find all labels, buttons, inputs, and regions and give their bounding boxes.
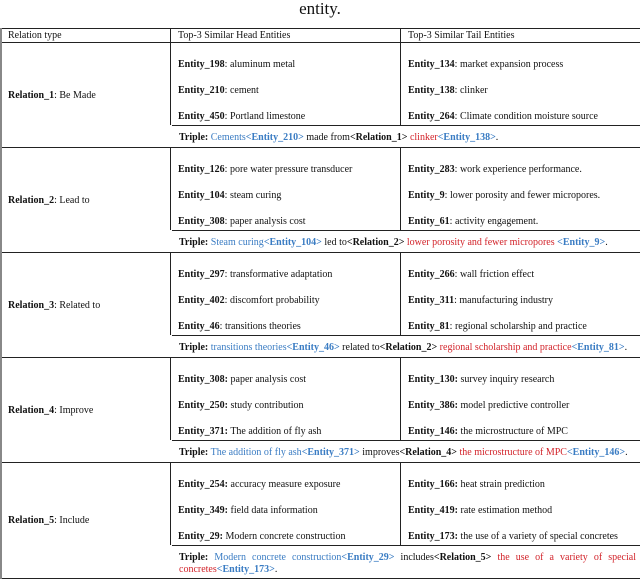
- entity-id: Entity_61: [408, 216, 450, 227]
- triple-end: .: [495, 132, 499, 143]
- divider: [400, 43, 401, 125]
- triple-tail-id: <Entity_9>: [557, 237, 606, 248]
- entity-text: : steam curing: [224, 190, 282, 201]
- head-entity-item: [178, 59, 295, 70]
- entity-text: : work experience performance.: [454, 164, 582, 175]
- head-entity-item: [178, 85, 259, 96]
- triple-head-id: <Entity_29>: [341, 552, 395, 563]
- entity-text: : discomfort probability: [224, 295, 320, 306]
- divider: [170, 43, 171, 125]
- tail-entity-item: [408, 59, 563, 70]
- triple-relation: <Relation_4>: [399, 447, 457, 458]
- triple-head-id: <Entity_210>: [245, 132, 304, 143]
- relation-id: Relation_3: [8, 299, 55, 311]
- entity-id: Entity_146:: [408, 426, 458, 437]
- entity-text: The addition of fly ash: [228, 426, 322, 437]
- triple-tail-text: the use of a variety of special concretes: [179, 552, 636, 575]
- entity-id: Entity_173:: [408, 531, 458, 542]
- entity-text: : market expansion process: [454, 59, 564, 70]
- divider: [400, 148, 401, 230]
- header-relation-type: Relation type: [8, 30, 62, 41]
- entity-text: survey inquiry research: [458, 374, 555, 385]
- relation-label: [8, 463, 89, 578]
- tail-entity-item: [408, 164, 582, 175]
- entity-text: Modern concrete construction: [223, 531, 346, 542]
- head-entity-item: [178, 400, 304, 411]
- triple-label: Triple:: [179, 237, 209, 248]
- triple-head-text: Modern concrete construction: [214, 552, 342, 563]
- triple-verb: improves: [359, 447, 400, 458]
- caption-tail: entity.: [299, 0, 341, 18]
- head-entity-item: [178, 531, 345, 542]
- entity-text: : paper analysis cost: [224, 216, 306, 227]
- divider: [400, 358, 401, 440]
- triple-tail-text: lower porosity and fewer micropores: [404, 237, 558, 248]
- entity-id: Entity_283: [408, 164, 455, 175]
- entity-text: : Portland limestone: [224, 111, 306, 122]
- entity-id: Entity_134: [408, 59, 455, 70]
- head-entity-item: [178, 479, 340, 490]
- triple-verb: includes: [394, 552, 434, 563]
- triple-text: [179, 237, 636, 249]
- tail-entity-item: [408, 505, 552, 516]
- tail-entity-item: [408, 374, 554, 385]
- relation-group: [2, 358, 640, 463]
- triple-tail-id: <Entity_138>: [437, 132, 496, 143]
- entity-id: Entity_250:: [178, 400, 228, 411]
- triple-head-id: <Entity_104>: [263, 237, 322, 248]
- entity-id: Entity_138: [408, 85, 455, 96]
- relation-label: [8, 43, 96, 147]
- triple-label: Triple:: [179, 552, 209, 563]
- divider: [400, 463, 401, 545]
- relation-id: Relation_5: [8, 515, 55, 526]
- header-head-entities: Top-3 Similar Head Entities: [178, 30, 291, 41]
- triple-label: Triple:: [179, 342, 209, 353]
- triple-tail-id: <Entity_173>: [216, 564, 275, 575]
- entity-id: Entity_29:: [178, 531, 223, 542]
- entity-text: : lower porosity and fewer micropores.: [444, 190, 601, 201]
- entity-id: Entity_198: [178, 59, 225, 70]
- triple-head-text: The addition of fly ash: [210, 447, 302, 458]
- triple-head-text: Cements: [210, 132, 246, 143]
- triple-text: [179, 552, 636, 576]
- triple-relation: <Relation_1>: [349, 132, 408, 143]
- header-tail-entities: Top-3 Similar Tail Entities: [408, 30, 515, 41]
- head-entity-item: [178, 321, 301, 332]
- relation-id: Relation_2: [8, 194, 55, 206]
- triple-label: Triple:: [179, 132, 209, 143]
- tail-entity-item: [408, 269, 534, 280]
- relation-group: [2, 43, 640, 148]
- divider: [172, 440, 640, 441]
- entity-text: : Climate condition moisture source: [454, 111, 598, 122]
- tail-entity-item: [408, 426, 568, 437]
- triple-head-text: transitions theories: [210, 342, 287, 353]
- head-entity-item: [178, 505, 318, 516]
- entity-id: Entity_386:: [408, 400, 458, 411]
- head-entity-item: [178, 374, 306, 385]
- triple-end: .: [624, 342, 628, 353]
- divider: [170, 253, 171, 335]
- divider: [170, 29, 171, 42]
- relation-name: : Be Made: [54, 89, 96, 101]
- relation-name: : Lead to: [54, 194, 90, 206]
- divider: [172, 125, 640, 126]
- triple-tail-text: the microstructure of MPC: [457, 447, 567, 458]
- entity-text: : cement: [224, 85, 259, 96]
- entity-id: Entity_266: [408, 269, 455, 280]
- tail-entity-item: [408, 400, 569, 411]
- relation-label: [8, 358, 93, 462]
- entity-id: Entity_308:: [178, 374, 228, 385]
- triple-relation: <Relation_2>: [379, 342, 438, 353]
- tail-entity-item: [408, 321, 587, 332]
- entity-text: : wall friction effect: [454, 269, 535, 280]
- tail-entity-item: [408, 190, 600, 201]
- divider: [172, 545, 640, 546]
- triple-end: .: [625, 447, 628, 458]
- divider: [172, 335, 640, 336]
- head-entity-item: [178, 216, 305, 227]
- tail-entity-item: [408, 85, 488, 96]
- relation-id: Relation_1: [8, 89, 55, 101]
- tail-entity-item: [408, 479, 545, 490]
- relation-table: [0, 28, 640, 579]
- relation-label: [8, 148, 90, 252]
- entity-text: : activity engagement.: [449, 216, 539, 227]
- entity-id: Entity_126: [178, 164, 225, 175]
- triple-text: [179, 132, 636, 144]
- triple-label: Triple:: [179, 447, 209, 458]
- entity-id: Entity_450: [178, 111, 225, 122]
- entity-text: accuracy measure exposure: [228, 479, 341, 490]
- divider: [170, 148, 171, 230]
- entity-id: Entity_254:: [178, 479, 228, 490]
- triple-end: .: [274, 564, 278, 575]
- relation-name: : Include: [54, 515, 90, 526]
- relation-group: [2, 253, 640, 358]
- entity-text: paper analysis cost: [228, 374, 307, 385]
- triple-text: [179, 447, 636, 459]
- entity-text: : transitions theories: [219, 321, 301, 332]
- triple-tail-id: <Entity_81>: [571, 342, 625, 353]
- triple-verb: led to: [321, 237, 347, 248]
- entity-text: : pore water pressure transducer: [224, 164, 353, 175]
- relation-group: [2, 148, 640, 253]
- entity-id: Entity_349:: [178, 505, 228, 516]
- entity-id: Entity_419:: [408, 505, 458, 516]
- entity-id: Entity_46: [178, 321, 220, 332]
- head-entity-item: [178, 295, 320, 306]
- table-header: [2, 28, 640, 43]
- divider: [400, 253, 401, 335]
- head-entity-item: [178, 190, 281, 201]
- entity-text: : manufacturing industry: [454, 295, 553, 306]
- entity-id: Entity_297: [178, 269, 225, 280]
- triple-head-id: <Entity_46>: [286, 342, 340, 353]
- entity-id: Entity_9: [408, 190, 445, 201]
- entity-id: Entity_104: [178, 190, 225, 201]
- tail-entity-item: [408, 111, 598, 122]
- triple-tail-text: clinker: [407, 132, 438, 143]
- entity-text: : clinker: [454, 85, 488, 96]
- entity-text: the use of a variety of special concretes: [458, 531, 618, 542]
- triple-end: .: [605, 237, 608, 248]
- entity-text: the microstructure of MPC: [458, 426, 568, 437]
- divider: [172, 230, 640, 231]
- entity-id: Entity_311: [408, 295, 455, 306]
- entity-id: Entity_210: [178, 85, 225, 96]
- divider: [170, 463, 171, 545]
- triple-head-id: <Entity_371>: [301, 447, 360, 458]
- entity-text: heat strain prediction: [458, 479, 545, 490]
- tail-entity-item: [408, 295, 553, 306]
- entity-id: Entity_130:: [408, 374, 458, 385]
- triple-tail-text: regional scholarship and practice: [437, 342, 572, 353]
- triple-verb: related to: [339, 342, 380, 353]
- entity-id: Entity_371:: [178, 426, 228, 437]
- triple-verb: made from: [303, 132, 350, 143]
- entity-text: rate estimation method: [458, 505, 553, 516]
- entity-id: Entity_402: [178, 295, 225, 306]
- divider: [400, 29, 401, 42]
- relation-name: : Improve: [54, 404, 94, 416]
- entity-text: model predictive controller: [458, 400, 570, 411]
- triple-tail-id: <Entity_146>: [566, 447, 626, 458]
- entity-text: field data information: [228, 505, 318, 516]
- tail-entity-item: [408, 216, 538, 227]
- tail-entity-item: [408, 531, 618, 542]
- relation-name: : Related to: [54, 299, 101, 311]
- entity-text: : regional scholarship and practice: [449, 321, 587, 332]
- head-entity-item: [178, 111, 305, 122]
- triple-relation: <Relation_5>: [433, 552, 492, 563]
- entity-text: : aluminum metal: [224, 59, 296, 70]
- head-entity-item: [178, 164, 352, 175]
- triple-text: [179, 342, 636, 354]
- head-entity-item: [178, 426, 321, 437]
- relation-label: [8, 253, 100, 357]
- triple-relation: <Relation_2>: [346, 237, 405, 248]
- entity-id: Entity_166:: [408, 479, 458, 490]
- head-entity-item: [178, 269, 332, 280]
- relation-id: Relation_4: [8, 404, 55, 416]
- entity-text: study contribution: [228, 400, 304, 411]
- entity-text: : transformative adaptation: [224, 269, 333, 280]
- triple-head-text: Steam curing: [210, 237, 264, 248]
- entity-id: Entity_308: [178, 216, 225, 227]
- divider: [170, 358, 171, 440]
- relation-group: [2, 463, 640, 579]
- entity-id: Entity_264: [408, 111, 455, 122]
- entity-id: Entity_81: [408, 321, 450, 332]
